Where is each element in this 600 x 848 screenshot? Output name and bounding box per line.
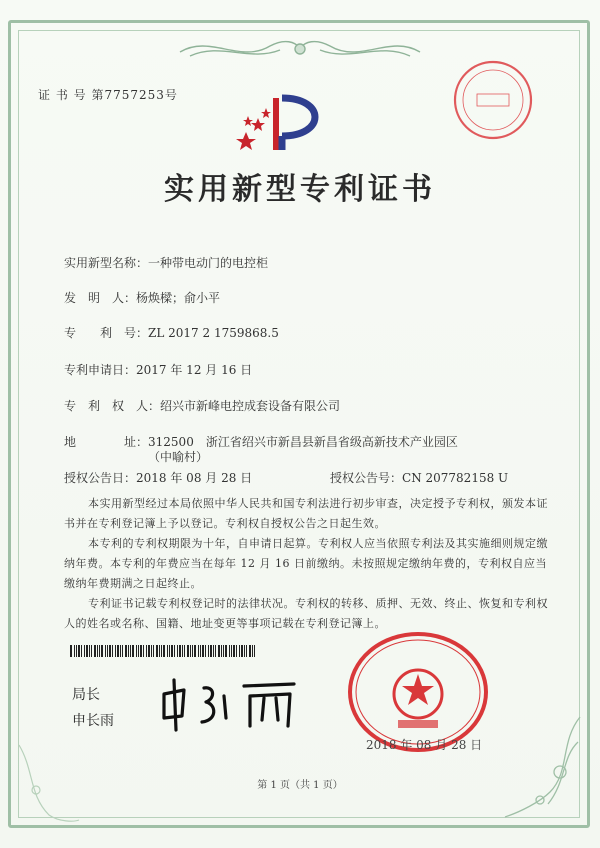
barcode [70, 645, 256, 657]
inventor-label: 发 明 人： [64, 291, 137, 305]
top-ornament [170, 34, 430, 64]
grant-publication-value: CN 207782158 U [402, 471, 509, 485]
paragraph-2: 本专利的专利权期限为十年，自申请日起算。专利权人应当依照专利法及其实施细则规定缴纳年费。本专利的年费应当在每年 12 月 16 日前缴纳。未按照规定缴纳年费的，专利权自应当缴纳年费期满之日起终止。 [64, 537, 548, 590]
inventor-row [64, 289, 220, 306]
utility-model-name-label: 实用新型名称： [64, 256, 149, 270]
filing-date-label: 专利申请日： [64, 363, 137, 377]
address-row [64, 433, 458, 450]
patent-number-row [64, 324, 279, 341]
patent-office-logo [236, 92, 328, 156]
grant-date-label: 授权公告日： [64, 471, 137, 485]
paragraph-1: 本实用新型经过本局依照中华人民共和国专利法进行初步审查，决定授予专利权，颁发本证书并在专利登记簿上予以登记。专利权自授权公告之日起生效。 [64, 497, 548, 530]
patent-number-label: 专 利 号： [64, 326, 149, 340]
utility-model-name-row [64, 254, 268, 271]
handwritten-signature [154, 676, 304, 732]
patent-number-value: ZL 2017 2 1759868.5 [148, 326, 279, 340]
patentee-row [64, 397, 340, 414]
patentee-label: 专 利 权 人： [64, 399, 161, 413]
patentee-value: 绍兴市新峰电控成套设备有限公司 [160, 399, 341, 413]
director-name: 申长雨 [72, 713, 114, 729]
filing-date-value: 2017 年 12 月 16 日 [136, 363, 253, 377]
grant-date-row [64, 469, 252, 486]
director-title: 局长 [72, 687, 100, 703]
address-label: 地 址： [64, 435, 149, 449]
certificate-number: 证 书 号 第7757253号 [38, 88, 178, 102]
seal-date: 2018 年 08 月 28 日 [366, 738, 483, 752]
paragraph-3: 专利证书记载专利权登记时的法律状况。专利权的转移、质押、无效、终止、恢复和专利权人的姓名或名称、国籍、地址变更等事项记载在专利登记簿上。 [64, 597, 548, 630]
page-indicator: 第 1 页（共 1 页） [257, 780, 343, 791]
inventor-value: 杨焕樑；俞小平 [136, 291, 221, 305]
grant-publication-row [330, 469, 508, 486]
address-row-2 [148, 448, 208, 465]
agency-seal-top-right [451, 58, 535, 142]
grant-publication-label: 授权公告号： [330, 471, 403, 485]
utility-model-name-value: 一种带电动门的电控柜 [148, 256, 269, 270]
document-title: 实用新型专利证书 [164, 172, 436, 207]
corner-ornament-bottom-right [500, 712, 586, 824]
address-value-2: （中喻村） [148, 450, 209, 464]
filing-date-row [64, 361, 252, 378]
address-value: 312500 浙江省绍兴市新昌县新昌省级高新技术产业园区 [148, 435, 458, 449]
grant-date-value: 2018 年 08 月 28 日 [136, 471, 253, 485]
